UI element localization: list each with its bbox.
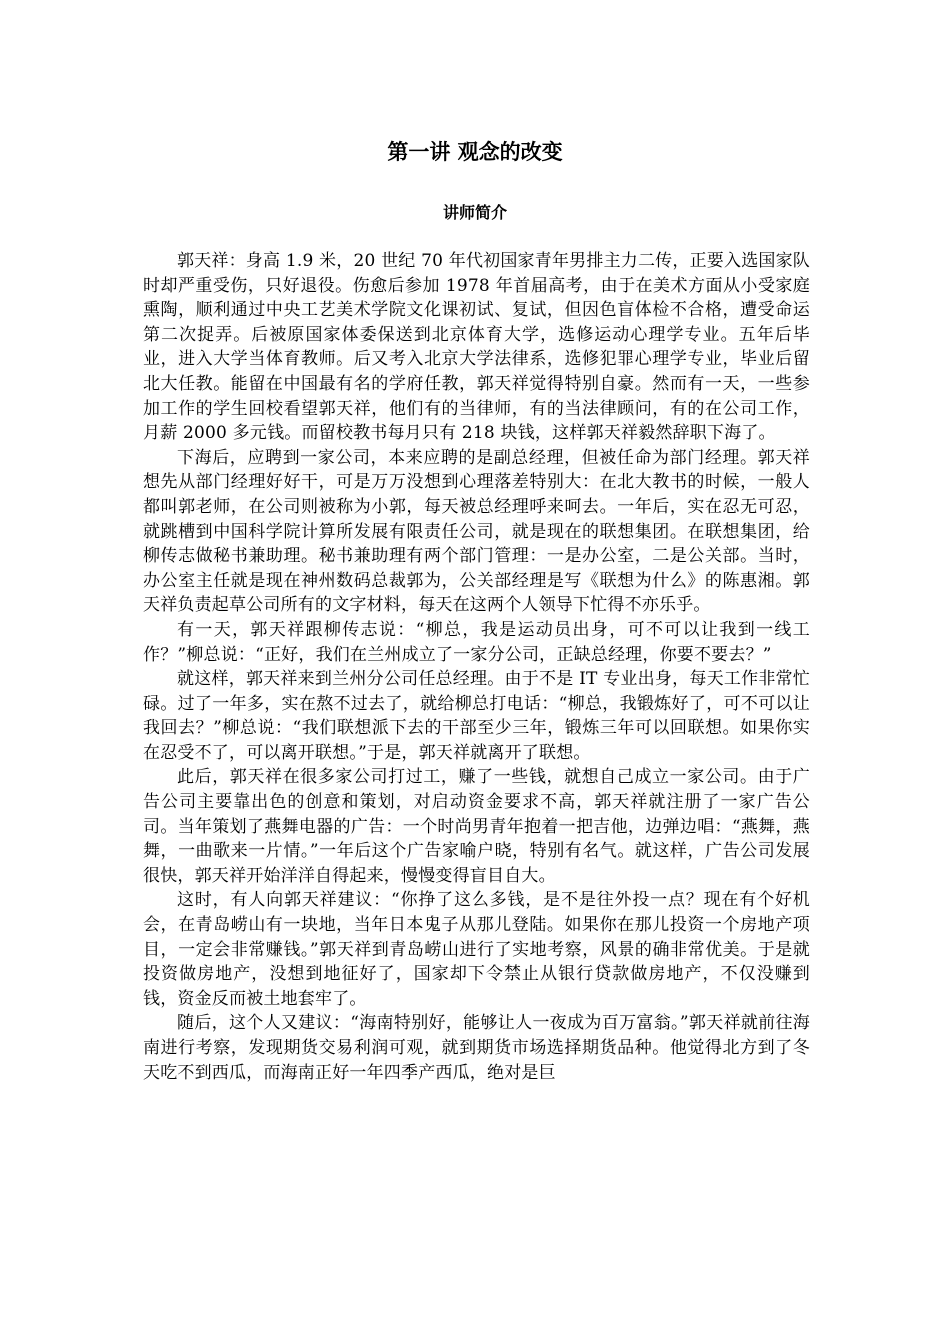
paragraph: 随后，这个人又建议：“海南特别好，能够让人一夜成为百万富翁。”郭天祥就前往海南进行考察，发现期货交易利润可观，就到期货市场选择期货品种。他觉得北方到了冬天吃不到西瓜，而海南正好一年四季产西瓜，绝对是巨: [143, 1013, 810, 1083]
paragraph: 下海后，应聘到一家公司，本来应聘的是副总经理，但被任命为部门经理。郭天祥想先从部门经理好好干，可是万万没想到心理落差特别大：在北大教书的时候，一般人都叫郭老师，在公司则被称为小郭，每天被总经理呼来呵去。一年后，实在忍无可忍，就跳槽到中国科学院计算所发展有限责任公司，就是现在的联想集团。在联想集团，给柳传志做秘书兼助理。秘书兼助理有两个部门管理：一是办公室，二是公关部。当时，办公室主任就是现在神州数码总裁郭为，公关部经理是写《联想为什么》的陈惠湘。郭天祥负责起草公司所有的文字材料，每天在这两个人领导下忙得不亦乐乎。: [143, 447, 810, 616]
section-subtitle: 讲师简介: [442, 203, 507, 222]
paragraph: 就这样，郭天祥来到兰州分公司任总经理。由于不是 IT 专业出身，每天工作非常忙碌。过了一年多，实在熬不过去了，就给柳总打电话：“柳总，我锻炼好了，可不可以让我回去？”柳总说：“我们联想派下去的干部至少三年，锻炼三年可以回联想。如果你实在忍受不了，可以离开联想。”于是，郭天祥就离开了联想。: [143, 669, 810, 763]
paragraph: 此后，郭天祥在很多家公司打过工，赚了一些钱，就想自己成立一家公司。由于广告公司主要靠出色的创意和策划，对启动资金要求不高，郭天祥就注册了一家广告公司。当年策划了燕舞电器的广告：一个时尚男青年抱着一把吉他，边弹边唱：“燕舞，燕舞，一曲歌来一片情。”一年后这个广告家喻户晓，特别有名气。就这样，广告公司发展很快，郭天祥开始洋洋自得起来，慢慢变得盲目自大。: [143, 767, 810, 886]
paragraph: 这时，有人向郭天祥建议：“你挣了这么多钱，是不是往外投一点？现在有个好机会，在青岛崂山有一块地，当年日本鬼子从那儿登陆。如果你在那儿投资一个房地产项目，一定会非常赚钱。”郭天祥到青岛崂山进行了实地考察，风景的确非常优美。于是就投资做房地产，没想到地征好了，国家却下令禁止从银行贷款做房地产，不仅没赚到钱，资金反而被土地套牢了。: [143, 890, 810, 1009]
paragraph: 有一天，郭天祥跟柳传志说：“柳总，我是运动员出身，可不可以让我到一线工作？”柳总说：“正好，我们在兰州成立了一家分公司，正缺总经理，你要不要去？”: [143, 619, 810, 665]
paragraph: 郭天祥：身高 1.9 米，20 世纪 70 年代初国家青年男排主力二传，正要入选国家队时却严重受伤，只好退役。伤愈后参加 1978 年首届高考，由于在美术方面从小受家庭熏陶，顺利通过中央工艺美术学院文化课初试、复试，但因色盲体检不合格，遭受命运第二次捉弄。后被原国家体委保送到北京体育大学，选修运动心理学专业。五年后毕业，进入大学当体育教师。后又考入北京大学法律系，选修犯罪心理学专业，毕业后留北大任教。能留在中国最有名的学府任教，郭天祥觉得特别自豪。然而有一天，一些参加工作的学生回校看望郭天祥，他们有的当律师，有的当法律顾问，有的在公司工作，月薪 2000 多元钱。而留校教书每月只有 218 块钱，这样郭天祥毅然辞职下海了。: [143, 251, 810, 444]
body-text: [143, 249, 810, 1085]
page-title: 第一讲 观念的改变: [387, 140, 563, 164]
